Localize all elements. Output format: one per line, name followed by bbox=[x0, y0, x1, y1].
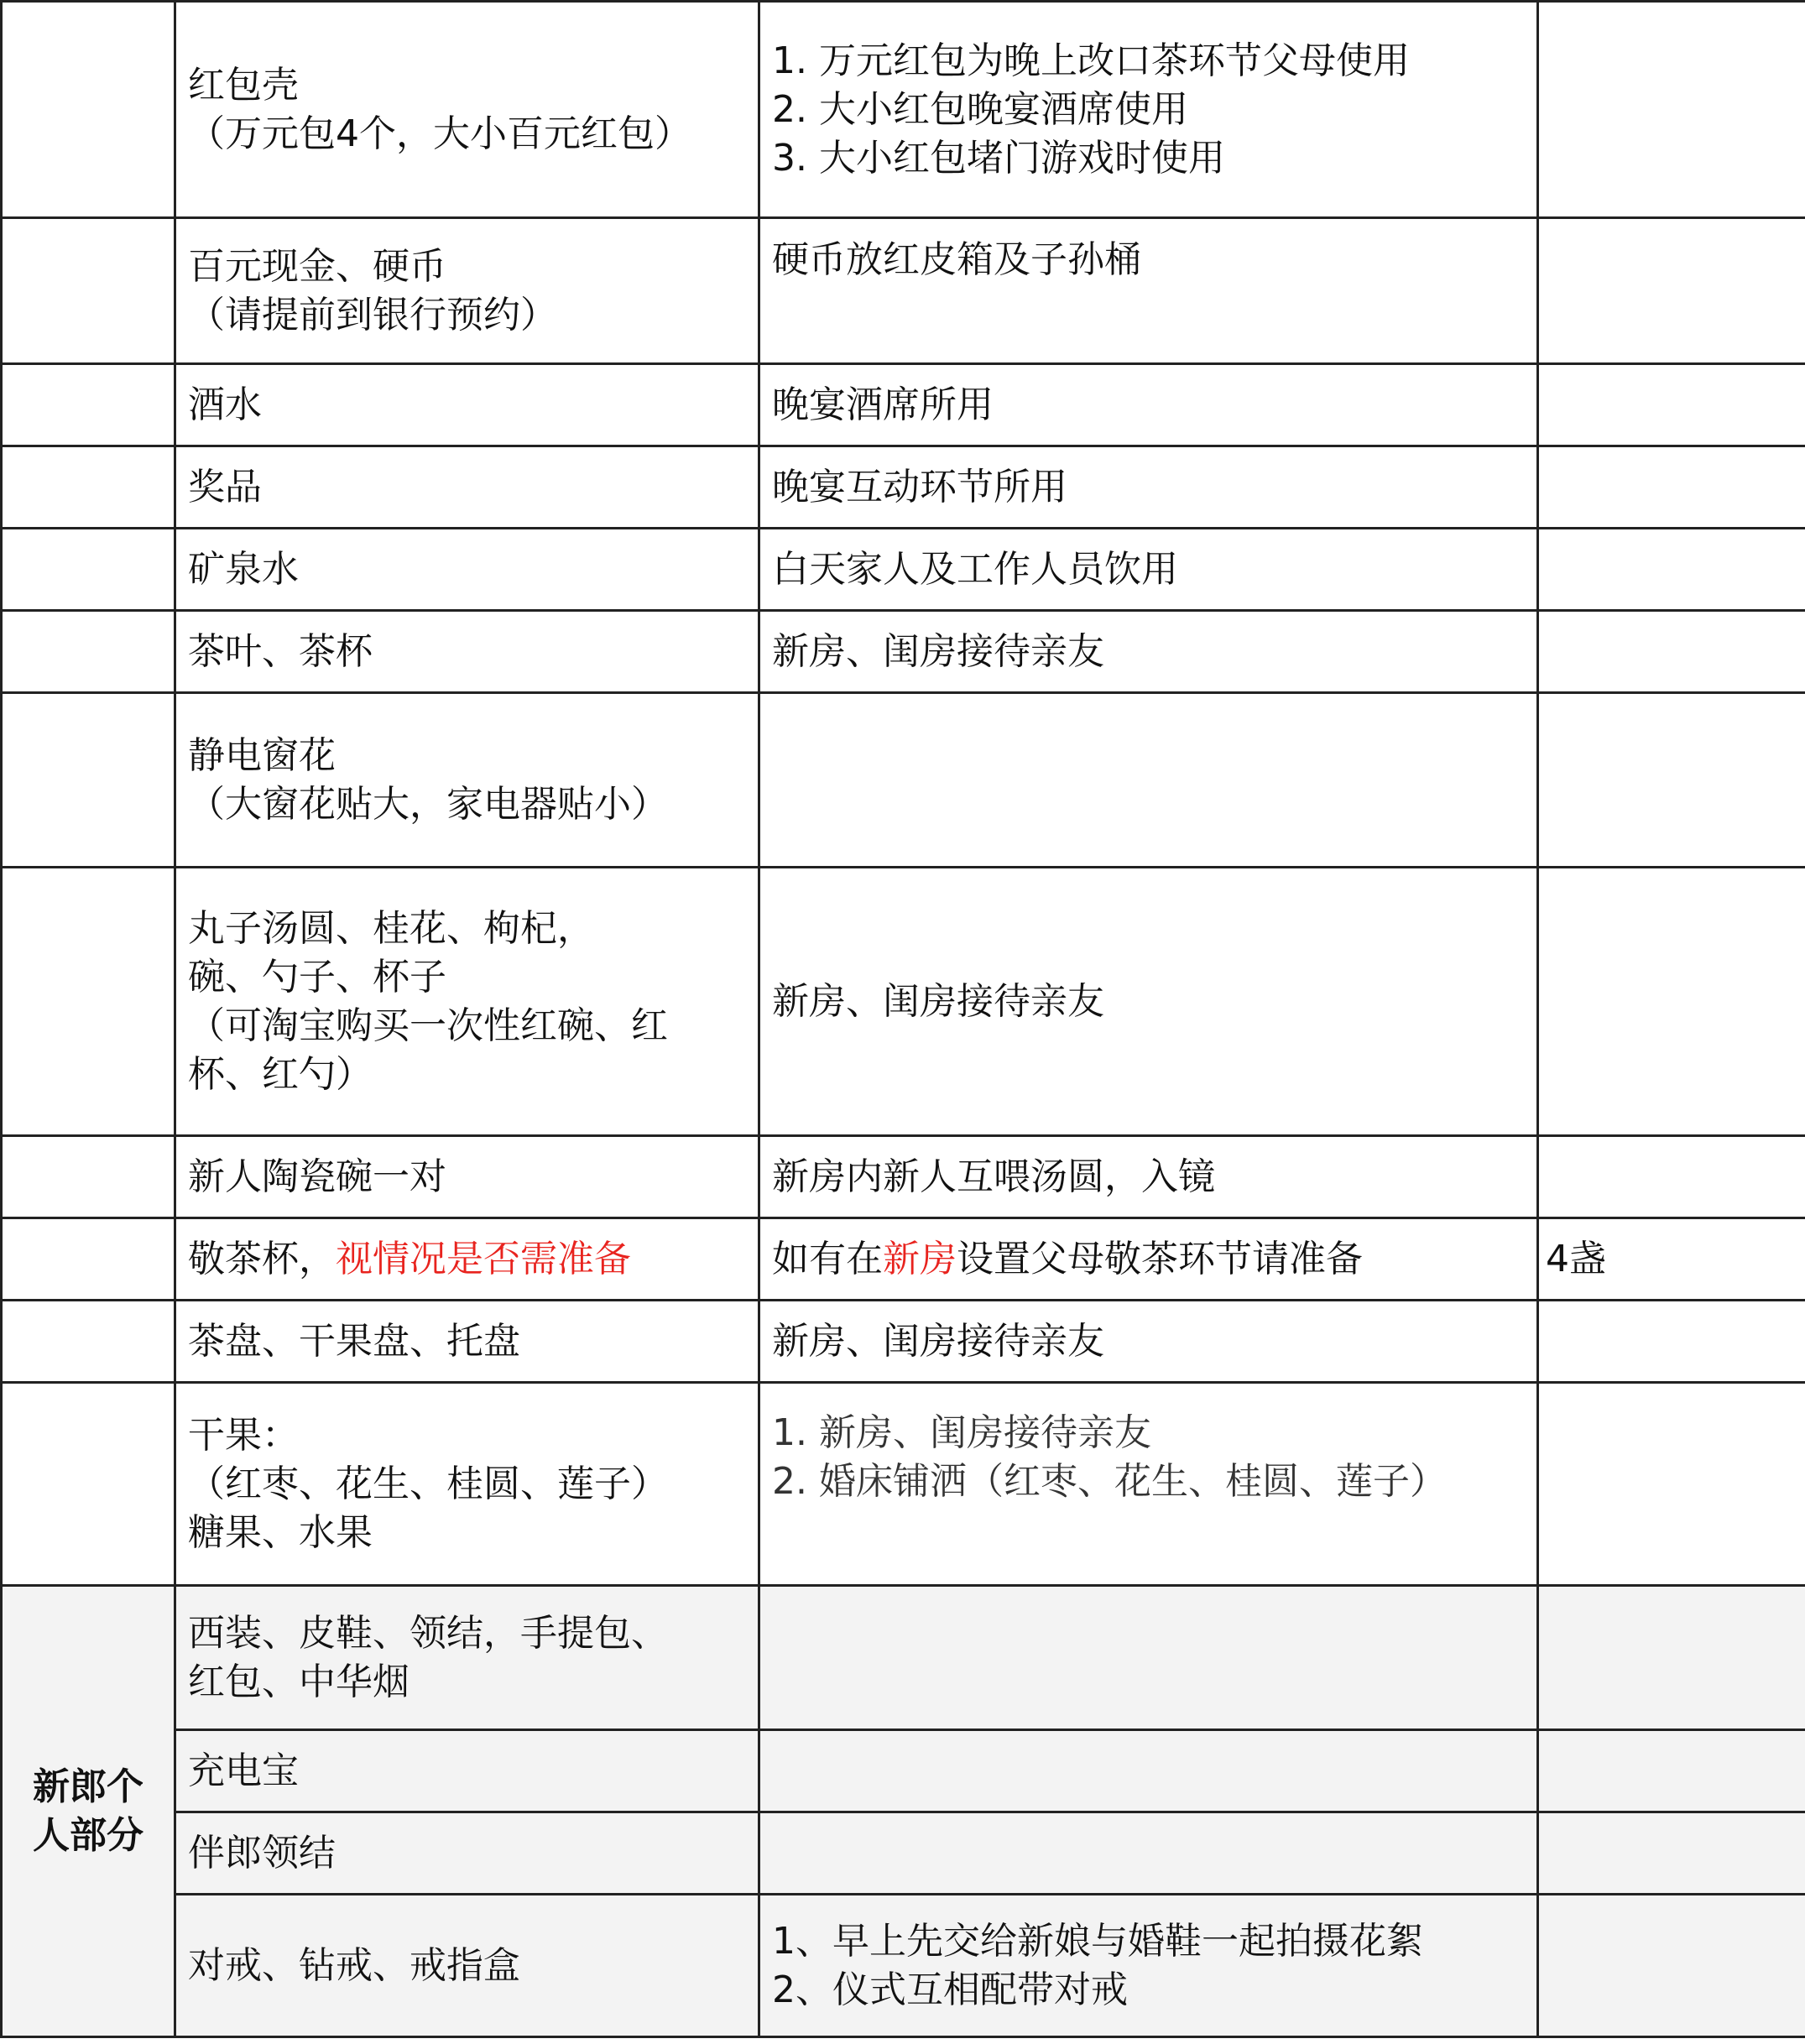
qty-cell bbox=[1538, 1895, 1805, 2037]
item-cell: 百元现金、硬币 （请提前到银行预约） bbox=[175, 218, 759, 364]
item-cell: 酒水 bbox=[175, 364, 759, 446]
table-row bbox=[2, 1586, 1805, 1730]
note-cell: 新房、闺房接待亲友 bbox=[759, 1301, 1538, 1383]
qty-cell bbox=[1538, 1136, 1805, 1218]
category-cell bbox=[2, 1383, 175, 1586]
qty-cell bbox=[1538, 218, 1805, 364]
category-cell bbox=[2, 364, 175, 446]
note-cell: 1. 万元红包为晚上改口茶环节父母使用 2. 大小红包晚宴酒席使用 3. 大小红包堵门游戏时使用 bbox=[759, 2, 1538, 218]
qty-cell: 4盏 bbox=[1538, 1218, 1805, 1301]
qty-cell bbox=[1538, 446, 1805, 529]
category-cell bbox=[2, 2, 175, 218]
note-cell: 晚宴互动环节所用 bbox=[759, 446, 1538, 529]
qty-cell bbox=[1538, 364, 1805, 446]
category-cell bbox=[2, 529, 175, 611]
table-row bbox=[2, 1812, 1805, 1895]
qty-cell bbox=[1538, 693, 1805, 868]
note-cell bbox=[759, 693, 1538, 868]
table-row bbox=[2, 611, 1805, 693]
note-cell: 1. 新房、闺房接待亲友 2. 婚床铺洒（红枣、花生、桂圆、莲子） bbox=[759, 1383, 1538, 1586]
qty-cell bbox=[1538, 529, 1805, 611]
category-cell bbox=[2, 218, 175, 364]
category-cell bbox=[2, 446, 175, 529]
note-cell: 新房内新人互喂汤圆，入镜 bbox=[759, 1136, 1538, 1218]
qty-cell bbox=[1538, 611, 1805, 693]
qty-cell bbox=[1538, 2, 1805, 218]
table-row bbox=[2, 2, 1805, 218]
qty-cell bbox=[1538, 1730, 1805, 1812]
item-cell: 西装、皮鞋、领结，手提包、 红包、中华烟 bbox=[175, 1586, 759, 1730]
table-row bbox=[2, 446, 1805, 529]
note-cell: 新房、闺房接待亲友 bbox=[759, 868, 1538, 1136]
note-cell: 硬币放红皮箱及子孙桶 bbox=[759, 218, 1538, 364]
table-row bbox=[2, 218, 1805, 364]
item-cell: 充电宝 bbox=[175, 1730, 759, 1812]
item-cell: 对戒、钻戒、戒指盒 bbox=[175, 1895, 759, 2037]
category-cell bbox=[2, 1218, 175, 1301]
table-row bbox=[2, 1218, 1805, 1301]
item-cell: 奖品 bbox=[175, 446, 759, 529]
note-cell: 新房、闺房接待亲友 bbox=[759, 611, 1538, 693]
note-cell bbox=[759, 1730, 1538, 1812]
note-cell bbox=[759, 1586, 1538, 1730]
table-row bbox=[2, 364, 1805, 446]
qty-cell bbox=[1538, 1301, 1805, 1383]
item-cell: 静电窗花 （大窗花贴大，家电器贴小） bbox=[175, 693, 759, 868]
warning-text: 视情况是否需准备 bbox=[336, 1237, 631, 1280]
note-cell: 晚宴酒席所用 bbox=[759, 364, 1538, 446]
item-cell: 新人陶瓷碗一对 bbox=[175, 1136, 759, 1218]
qty-cell bbox=[1538, 1812, 1805, 1895]
item-cell: 丸子汤圆、桂花、枸杞， 碗、勺子、杯子 （可淘宝购买一次性红碗、红 杯、红勺） bbox=[175, 868, 759, 1136]
item-cell: 敬茶杯，视情况是否需准备 bbox=[175, 1218, 759, 1301]
qty-cell bbox=[1538, 1383, 1805, 1586]
qty-cell bbox=[1538, 1586, 1805, 1730]
table-row bbox=[2, 1730, 1805, 1812]
item-cell: 矿泉水 bbox=[175, 529, 759, 611]
note-cell: 1、早上先交给新娘与婚鞋一起拍摄花絮 2、仪式互相配带对戒 bbox=[759, 1895, 1538, 2037]
category-cell bbox=[2, 1301, 175, 1383]
item-cell: 伴郎领结 bbox=[175, 1812, 759, 1895]
item-cell: 红包壳 （万元包4个，大小百元红包） bbox=[175, 2, 759, 218]
table-row bbox=[2, 1136, 1805, 1218]
note-cell bbox=[759, 1812, 1538, 1895]
category-cell bbox=[2, 611, 175, 693]
note-cell: 白天家人及工作人员饮用 bbox=[759, 529, 1538, 611]
table-row bbox=[2, 693, 1805, 868]
table-row bbox=[2, 529, 1805, 611]
category-cell bbox=[2, 693, 175, 868]
highlight-text: 新房 bbox=[883, 1237, 957, 1280]
category-cell-groom: 新郎个 人部分 bbox=[2, 1586, 175, 2037]
category-cell bbox=[2, 868, 175, 1136]
qty-cell bbox=[1538, 868, 1805, 1136]
category-cell bbox=[2, 1136, 175, 1218]
table-row bbox=[2, 1301, 1805, 1383]
table-row bbox=[2, 1383, 1805, 1586]
table-row bbox=[2, 868, 1805, 1136]
table-row bbox=[2, 1895, 1805, 2037]
item-cell: 茶叶、茶杯 bbox=[175, 611, 759, 693]
note-cell: 如有在新房设置父母敬茶环节请准备 bbox=[759, 1218, 1538, 1301]
item-cell: 干果： （红枣、花生、桂圆、莲子） 糖果、水果 bbox=[175, 1383, 759, 1586]
item-cell: 茶盘、干果盘、托盘 bbox=[175, 1301, 759, 1383]
